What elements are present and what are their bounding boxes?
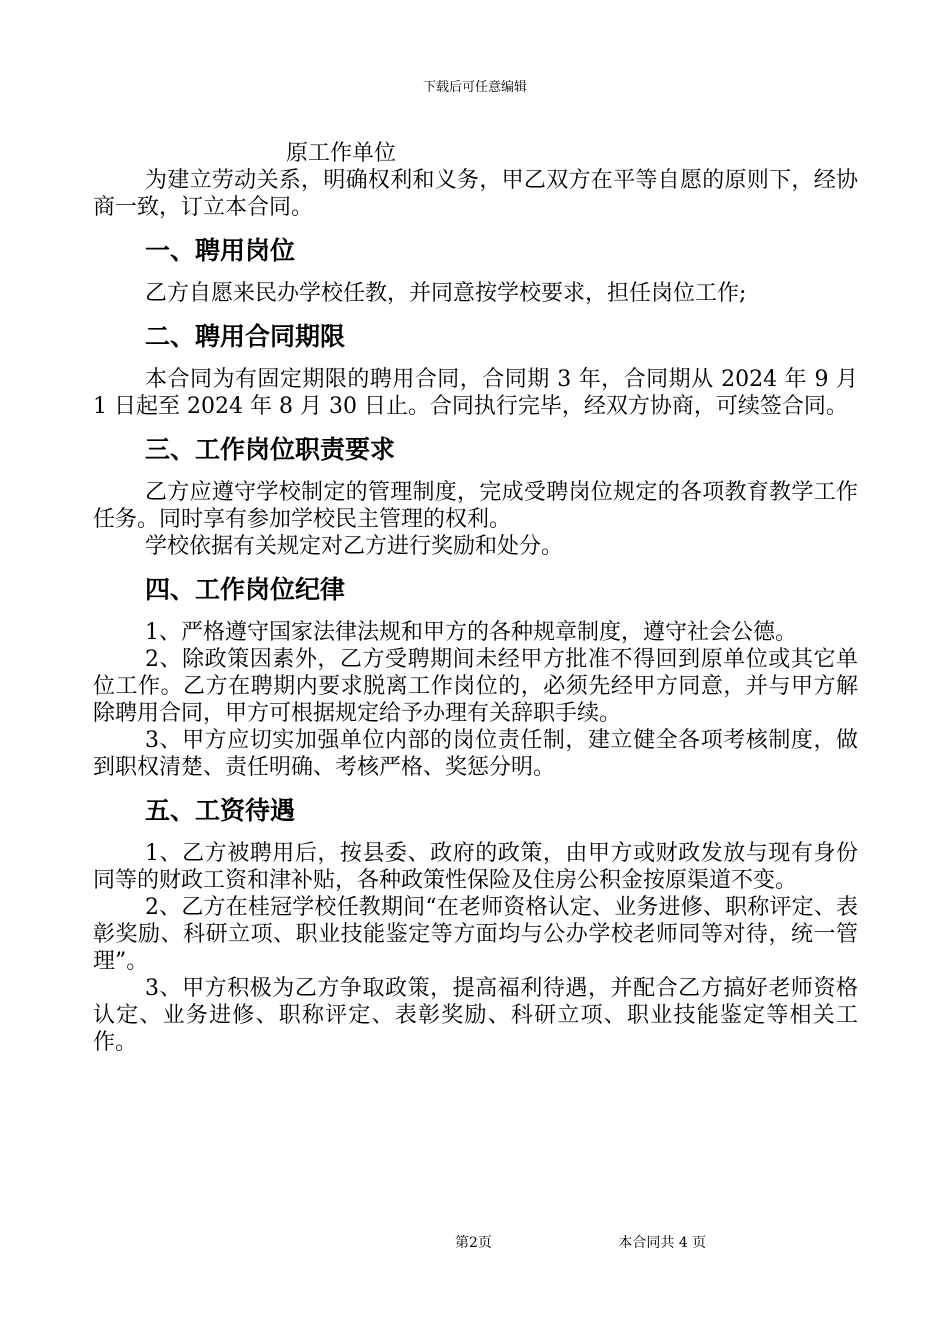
header-note: 下载后可任意编辑 [422, 80, 527, 95]
section-paragraph: 本合同为有固定期限的聘用合同，合同期 3 年，合同期从 2024 年 9 月 1 日起至 2024 年 8 月 30 日止。合同执行完毕，经双方协商，可续签合同。 [93, 367, 858, 419]
section-paragraph: 乙方应遵守学校制定的管理制度，完成受聘岗位规定的各项教育教学工作任务。同时享有参加学校民主管理的权利。 [93, 480, 858, 532]
section-title-post: 一、聘用岗位 [145, 236, 296, 265]
section-title-duties: 三、工作岗位职责要求 [145, 435, 396, 464]
original-unit-label: 原工作单位 [286, 141, 397, 166]
page-number: 第2页 [455, 1235, 492, 1251]
section-title-salary: 五、工资待遇 [145, 796, 296, 825]
page-footer [455, 1232, 706, 1252]
section-paragraph: 2、乙方在桂冠学校任教期间“在老师资格认定、业务进修、职称评定、表彰奖励、科研立项、职业技能鉴定等方面均与公办学校老师同等对待，统一管理”。 [93, 895, 858, 974]
section-paragraph: 乙方自愿来民办学校任教，并同意按学校要求，担任岗位工作; [145, 281, 747, 306]
total-pages: 本合同共 4 页 [618, 1235, 707, 1251]
section-title-discipline: 四、工作岗位纪律 [145, 575, 346, 604]
section-paragraph: 3、甲方应切实加强单位内部的岗位责任制，建立健全各项考核制度，做到职权清楚、责任明确、考核严格、奖惩分明。 [93, 728, 858, 780]
contract-body [93, 140, 858, 1056]
section-paragraph: 2、除政策因素外，乙方受聘期间未经甲方批准不得回到原单位或其它单位工作。乙方在聘期内要求脱离工作岗位的，必须先经甲方同意，并与甲方解除聘用合同，甲方可根据规定给予办理有关辞职手续。 [93, 647, 858, 726]
section-paragraph: 1、严格遵守国家法律法规和甲方的各种规章制度，遵守社会公德。 [145, 620, 797, 645]
section-paragraph: 学校依据有关规定对乙方进行奖励和处分。 [145, 534, 564, 559]
intro-paragraph: 为建立劳动关系，明确权利和义务，甲乙双方在平等自愿的原则下，经协商一致，订立本合同。 [93, 168, 858, 220]
section-paragraph: 3、甲方积极为乙方争取政策，提高福利待遇，并配合乙方搞好老师资格认定、业务进修、职称评定、表彰奖励、科研立项、职业技能鉴定等相关工作。 [93, 976, 858, 1055]
section-title-term: 二、聘用合同期限 [145, 322, 346, 351]
section-paragraph: 1、乙方被聘用后，按县委、政府的政策，由甲方或财政发放与现有身份同等的财政工资和津补贴，各种政策性保险及住房公积金按原渠道不变。 [93, 841, 858, 893]
